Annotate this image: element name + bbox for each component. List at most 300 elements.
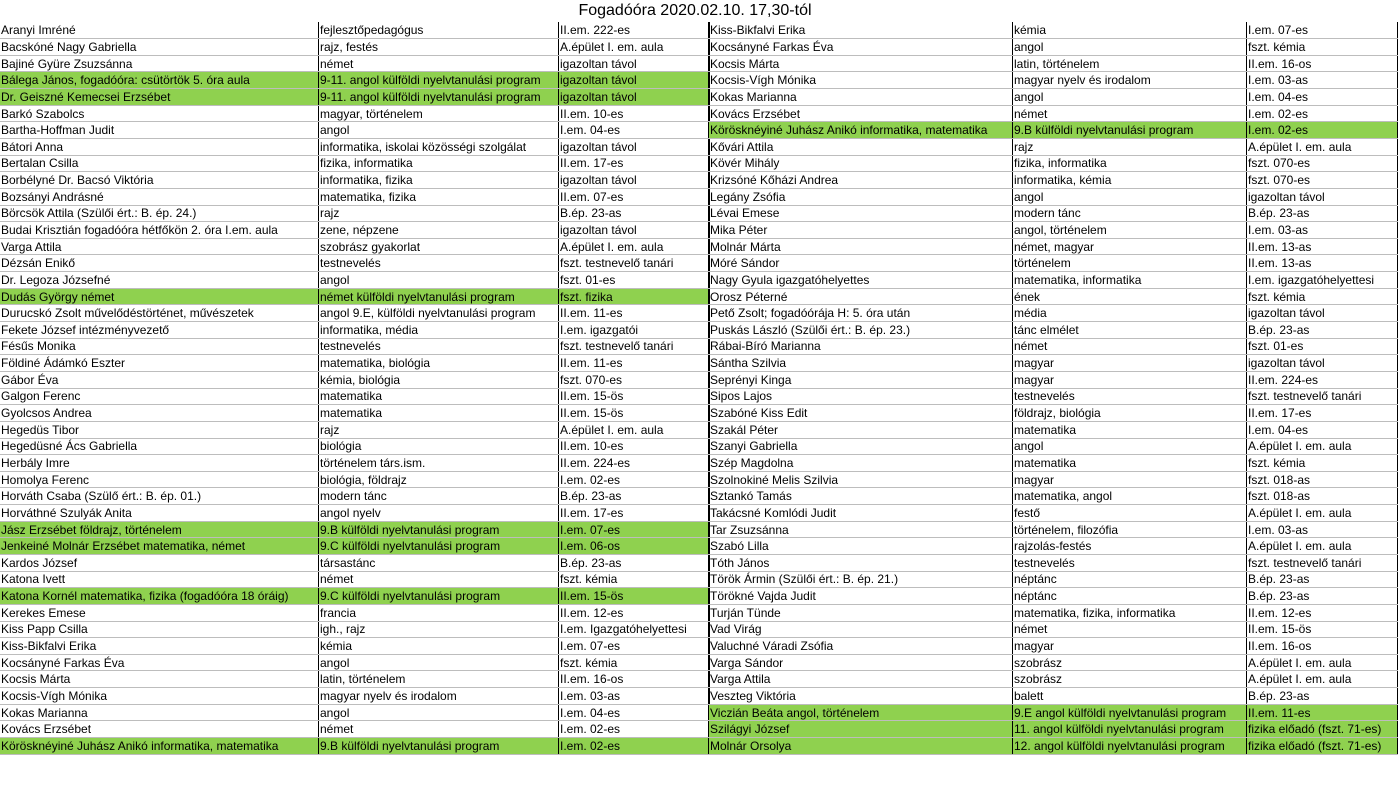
table-row <box>0 288 709 305</box>
subject-cell: 9-11. angol külföldi nyelvtanulási program <box>319 72 559 89</box>
subject-cell: magyar, történelem <box>319 105 559 122</box>
room-cell: II.em. 17-es <box>559 505 710 522</box>
table-row <box>0 272 709 289</box>
room-cell: II.em. 15-ös <box>1247 621 1398 638</box>
room-cell: igazoltan távol <box>559 172 710 189</box>
subject-cell: angol <box>1013 188 1247 205</box>
table-row <box>709 222 1398 239</box>
teacher-name-cell: Mika Péter <box>709 222 1013 239</box>
room-cell: I.em. igazgatói <box>559 322 710 339</box>
room-cell: A.épület I. em. aula <box>1247 438 1398 455</box>
room-cell: fszt. kémia <box>1247 288 1398 305</box>
teacher-name-cell: Kocsányné Farkas Éva <box>0 654 319 671</box>
teacher-name-cell: Szabóné Kiss Edit <box>709 405 1013 422</box>
teacher-name-cell: Tóth János <box>709 555 1013 572</box>
room-cell: igazoltan távol <box>559 72 710 89</box>
teacher-name-cell: Dr. Geiszné Kemecsei Erzsébet <box>0 89 319 106</box>
teacher-name-cell: Puskás László (Szülői ért.: B. ép. 23.) <box>709 322 1013 339</box>
subject-cell: történelem, filozófia <box>1013 521 1247 538</box>
table-row <box>0 555 709 572</box>
teacher-name-cell: Kiss-Bikfalvi Erika <box>0 638 319 655</box>
table-row <box>0 654 709 671</box>
room-cell: II.em. 17-es <box>1247 405 1398 422</box>
teacher-name-cell: Jász Erzsébet földrajz, történelem <box>0 521 319 538</box>
table-row <box>0 305 709 322</box>
teacher-name-cell: Barkó Szabolcs <box>0 105 319 122</box>
teacher-name-cell: Kocsis Márta <box>0 671 319 688</box>
teacher-name-cell: Varga Attila <box>0 238 319 255</box>
room-cell: fszt. 01-es <box>1247 338 1398 355</box>
table-row <box>709 338 1398 355</box>
room-cell: fszt. testnevelő tanári <box>1247 555 1398 572</box>
teacher-name-cell: Bálega János, fogadóóra: csütörtök 5. óra aula <box>0 72 319 89</box>
teacher-name-cell: Gábor Éva <box>0 371 319 388</box>
room-cell: I.em. 07-es <box>1247 22 1398 39</box>
subject-cell: rajz, festés <box>319 39 559 56</box>
table-row <box>709 322 1398 339</box>
table-row <box>709 105 1398 122</box>
room-cell: I.em. igazgatóhelyettesi <box>1247 272 1398 289</box>
room-cell: I.em. 03-as <box>1247 222 1398 239</box>
subject-cell: magyar <box>1013 371 1247 388</box>
room-cell: II.em. 15-ös <box>559 588 710 605</box>
page-title: Fogadóóra 2020.02.10. 17,30-tól <box>578 2 812 19</box>
teacher-name-cell: Hegedüs Tibor <box>0 421 319 438</box>
room-cell: II.em. 12-es <box>559 604 710 621</box>
subject-cell: történelem társ.ism. <box>319 455 559 472</box>
subject-cell: angol <box>1013 438 1247 455</box>
room-cell: II.em. 11-es <box>1247 704 1398 721</box>
table-row <box>709 521 1398 538</box>
subject-cell: rajzolás-festés <box>1013 538 1247 555</box>
table-row <box>709 371 1398 388</box>
table-row <box>709 571 1398 588</box>
subject-cell: igh., rajz <box>319 621 559 638</box>
table-row <box>709 172 1398 189</box>
teacher-name-cell: Kocsis-Vígh Mónika <box>709 72 1013 89</box>
teacher-name-cell: Vad Virág <box>709 621 1013 638</box>
teacher-name-cell: Kiss Papp Csilla <box>0 621 319 638</box>
subject-cell: ének <box>1013 288 1247 305</box>
room-cell: B.ép. 23-as <box>1247 205 1398 222</box>
room-cell: I.em. 03-as <box>1247 72 1398 89</box>
room-cell: II.em. 07-es <box>559 188 710 205</box>
table-row <box>0 238 709 255</box>
subject-cell: magyar nyelv és irodalom <box>319 688 559 705</box>
table-row <box>709 272 1398 289</box>
teacher-name-cell: Szabó Lilla <box>709 538 1013 555</box>
table-row <box>709 621 1398 638</box>
subject-cell: testnevelés <box>1013 388 1247 405</box>
teacher-name-cell: Krizsóné Kőházi Andrea <box>709 172 1013 189</box>
table-row <box>0 205 709 222</box>
teacher-name-cell: Molnár Márta <box>709 238 1013 255</box>
subject-cell: rajz <box>319 421 559 438</box>
room-cell: fszt. testnevelő tanári <box>1247 388 1398 405</box>
subject-cell: társastánc <box>319 555 559 572</box>
table-row <box>0 255 709 272</box>
table-row <box>0 222 709 239</box>
subject-cell: fizika, informatika <box>319 155 559 172</box>
teacher-name-cell: Orosz Péterné <box>709 288 1013 305</box>
subject-cell: balett <box>1013 688 1247 705</box>
room-cell: I.em. 02-es <box>1247 122 1398 139</box>
table-row <box>709 138 1398 155</box>
teacher-name-cell: Fésűs Monika <box>0 338 319 355</box>
teacher-name-cell: Bacskóné Nagy Gabriella <box>0 39 319 56</box>
table-row <box>0 338 709 355</box>
subject-cell: magyar nyelv és irodalom <box>1013 72 1247 89</box>
room-cell: A.épület I. em. aula <box>559 39 710 56</box>
table-row <box>0 355 709 372</box>
table-row <box>0 638 709 655</box>
room-cell: II.em. 13-as <box>1247 255 1398 272</box>
table-row <box>709 205 1398 222</box>
subject-cell: tánc elmélet <box>1013 322 1247 339</box>
table-row <box>709 638 1398 655</box>
teacher-name-cell: Sipos Lajos <box>709 388 1013 405</box>
room-cell: II.em. 16-os <box>559 671 710 688</box>
subject-cell: német <box>1013 621 1247 638</box>
room-cell: B.ép. 23-as <box>1247 322 1398 339</box>
subject-cell: matematika <box>319 405 559 422</box>
table-row <box>709 721 1398 738</box>
table-row <box>0 89 709 106</box>
table-row <box>709 388 1398 405</box>
room-cell: A.épület I. em. aula <box>1247 538 1398 555</box>
teacher-name-cell: Rábai-Bíró Marianna <box>709 338 1013 355</box>
teacher-name-cell: Kővári Attila <box>709 138 1013 155</box>
subject-cell: testnevelés <box>319 338 559 355</box>
table-row <box>0 405 709 422</box>
room-cell: fszt. 070-es <box>1247 155 1398 172</box>
subject-cell: 9-11. angol külföldi nyelvtanulási program <box>319 89 559 106</box>
table-row <box>709 488 1398 505</box>
table-row <box>709 238 1398 255</box>
teacher-name-cell: Dézsán Enikő <box>0 255 319 272</box>
subject-cell: szobrász <box>1013 671 1247 688</box>
teacher-name-cell: Galgon Ferenc <box>0 388 319 405</box>
room-cell: I.em. 04-es <box>1247 421 1398 438</box>
teacher-name-cell: Földiné Ádámkó Eszter <box>0 355 319 372</box>
teacher-name-cell: Tar Zsuzsánna <box>709 521 1013 538</box>
table-row <box>0 488 709 505</box>
table-row <box>709 122 1398 139</box>
table-row <box>0 39 709 56</box>
teacher-name-cell: Jenkeiné Molnár Erzsébet matematika, német <box>0 538 319 555</box>
teacher-name-cell: Bertalan Csilla <box>0 155 319 172</box>
subject-cell: angol <box>319 122 559 139</box>
room-cell: A.épület I. em. aula <box>1247 138 1398 155</box>
table-row <box>709 738 1398 755</box>
teacher-name-cell: Kardos József <box>0 555 319 572</box>
table-row <box>709 72 1398 89</box>
teacher-name-cell: Kocsányné Farkas Éva <box>709 39 1013 56</box>
subject-cell: testnevelés <box>319 255 559 272</box>
teacher-name-cell: Nagy Gyula igazgatóhelyettes <box>709 272 1013 289</box>
table-row <box>709 22 1398 39</box>
table-row <box>709 288 1398 305</box>
teacher-name-cell: Börcsök Attila (Szülői ért.: B. ép. 24.) <box>0 205 319 222</box>
room-cell: fszt. testnevelő tanári <box>559 338 710 355</box>
subject-cell: szobrász <box>1013 654 1247 671</box>
room-cell: igazoltan távol <box>1247 305 1398 322</box>
subject-cell: német, magyar <box>1013 238 1247 255</box>
teacher-name-cell: Szakál Péter <box>709 421 1013 438</box>
subject-cell: matematika, fizika, informatika <box>1013 604 1247 621</box>
table-row <box>709 405 1398 422</box>
table-row <box>0 688 709 705</box>
teacher-name-cell: Dudás György német <box>0 288 319 305</box>
room-cell: I.em. 02-es <box>559 471 710 488</box>
subject-cell: informatika, média <box>319 322 559 339</box>
subject-cell: magyar <box>1013 471 1247 488</box>
subject-cell: angol <box>319 654 559 671</box>
teacher-name-cell: Török Ármin (Szülői ért.: B. ép. 21.) <box>709 571 1013 588</box>
subject-cell: biológia, földrajz <box>319 471 559 488</box>
teacher-name-cell: Sztankó Tamás <box>709 488 1013 505</box>
table-row <box>0 55 709 72</box>
subject-cell: modern tánc <box>1013 205 1247 222</box>
subject-cell: 9.E angol külföldi nyelvtanulási program <box>1013 704 1247 721</box>
room-cell: B.ép. 23-as <box>1247 571 1398 588</box>
room-cell: fszt. kémia <box>559 571 710 588</box>
room-cell: fszt. fizika <box>559 288 710 305</box>
table-row <box>709 438 1398 455</box>
room-cell: I.em. 07-es <box>559 521 710 538</box>
subject-cell: matematika, angol <box>1013 488 1247 505</box>
table-row <box>709 471 1398 488</box>
teacher-name-cell: Kovács Erzsébet <box>0 721 319 738</box>
table-row <box>709 688 1398 705</box>
table-row <box>0 22 709 39</box>
room-cell: I.em. 03-as <box>1247 521 1398 538</box>
table-row <box>709 155 1398 172</box>
subject-cell: német <box>319 721 559 738</box>
room-cell: I.em. 02-es <box>559 721 710 738</box>
room-cell: II.em. 222-es <box>559 22 710 39</box>
subject-cell: 9.B külföldi nyelvtanulási program <box>319 738 559 755</box>
subject-cell: német külföldi nyelvtanulási program <box>319 288 559 305</box>
table-row <box>0 738 709 755</box>
room-cell: I.em. 04-es <box>1247 89 1398 106</box>
subject-cell: matematika <box>1013 421 1247 438</box>
table-row <box>0 155 709 172</box>
subject-cell: német <box>1013 338 1247 355</box>
teacher-name-cell: Budai Krisztián fogadóóra hétfőkön 2. óra I.em. aula <box>0 222 319 239</box>
subject-cell: 9.B külföldi nyelvtanulási program <box>319 521 559 538</box>
room-cell: igazoltan távol <box>559 222 710 239</box>
subject-cell: angol <box>319 272 559 289</box>
subject-cell: 9.C külföldi nyelvtanulási program <box>319 588 559 605</box>
subject-cell: zene, népzene <box>319 222 559 239</box>
teacher-name-cell: Varga Sándor <box>709 654 1013 671</box>
subject-cell: kémia <box>319 638 559 655</box>
subject-cell: angol <box>1013 89 1247 106</box>
table-row <box>709 538 1398 555</box>
table-row <box>0 571 709 588</box>
teacher-name-cell: Dr. Legoza Józsefné <box>0 272 319 289</box>
subject-cell: német <box>1013 105 1247 122</box>
table-row <box>709 421 1398 438</box>
subject-cell: fejlesztőpedagógus <box>319 22 559 39</box>
subject-cell: francia <box>319 604 559 621</box>
teacher-name-cell: Molnár Orsolya <box>709 738 1013 755</box>
table-row <box>0 704 709 721</box>
teacher-name-cell: Hegedüsné Ács Gabriella <box>0 438 319 455</box>
room-cell: A.épület I. em. aula <box>1247 505 1398 522</box>
subject-cell: festő <box>1013 505 1247 522</box>
teacher-name-cell: Törökné Vajda Judit <box>709 588 1013 605</box>
room-cell: B.ép. 23-as <box>559 205 710 222</box>
table-row <box>709 505 1398 522</box>
subject-cell: kémia, biológia <box>319 371 559 388</box>
subject-cell: rajz <box>1013 138 1247 155</box>
room-cell: igazoltan távol <box>559 55 710 72</box>
subject-cell: angol <box>319 704 559 721</box>
room-cell: igazoltan távol <box>559 138 710 155</box>
table-row <box>0 671 709 688</box>
table-row <box>0 138 709 155</box>
teacher-name-cell: Katona Kornél matematika, fizika (fogadóóra 18 óráig) <box>0 588 319 605</box>
table-row <box>0 721 709 738</box>
subject-cell: informatika, fizika <box>319 172 559 189</box>
teacher-name-cell: Homolya Ferenc <box>0 471 319 488</box>
teacher-name-cell: Szolnokiné Melis Szilvia <box>709 471 1013 488</box>
table-row <box>0 538 709 555</box>
room-cell: fszt. testnevelő tanári <box>559 255 710 272</box>
room-cell: A.épület I. em. aula <box>559 421 710 438</box>
subject-cell: testnevelés <box>1013 555 1247 572</box>
room-cell: II.em. 15-ös <box>559 405 710 422</box>
table-row <box>0 72 709 89</box>
table-row <box>0 371 709 388</box>
subject-cell: német <box>319 55 559 72</box>
teacher-name-cell: Durucskó Zsolt művelődéstörténet, művészetek <box>0 305 319 322</box>
table-row <box>0 455 709 472</box>
teacher-name-cell: Kovács Erzsébet <box>709 105 1013 122</box>
teacher-name-cell: Sántha Szilvia <box>709 355 1013 372</box>
table-row <box>0 521 709 538</box>
room-cell: igazoltan távol <box>1247 355 1398 372</box>
room-cell: fszt. 070-es <box>559 371 710 388</box>
room-cell: II.em. 15-ös <box>559 388 710 405</box>
room-cell: fszt. 018-as <box>1247 488 1398 505</box>
table-row <box>0 604 709 621</box>
subject-cell: matematika <box>1013 455 1247 472</box>
subject-cell: német <box>319 571 559 588</box>
subject-cell: fizika, informatika <box>1013 155 1247 172</box>
subject-cell: rajz <box>319 205 559 222</box>
teacher-name-cell: Kiss-Bikfalvi Erika <box>709 22 1013 39</box>
table-row <box>709 305 1398 322</box>
subject-cell: angol <box>1013 39 1247 56</box>
room-cell: II.em. 11-es <box>559 305 710 322</box>
teacher-name-cell: Aranyi Imréné <box>0 22 319 39</box>
room-cell: I.em. 02-es <box>1247 105 1398 122</box>
teacher-name-cell: Lévai Emese <box>709 205 1013 222</box>
schedule-table-right <box>708 22 1398 755</box>
subject-cell: angol, történelem <box>1013 222 1247 239</box>
subject-cell: matematika, biológia <box>319 355 559 372</box>
teacher-name-cell: Seprényi Kinga <box>709 371 1013 388</box>
subject-cell: kémia <box>1013 22 1247 39</box>
room-cell: B.ép. 23-as <box>559 488 710 505</box>
room-cell: fszt. kémia <box>1247 455 1398 472</box>
room-cell: A.épület I. em. aula <box>1247 654 1398 671</box>
teacher-name-cell: Körösknéyiné Juhász Anikó informatika, matematika <box>0 738 319 755</box>
subject-cell: történelem <box>1013 255 1247 272</box>
table-row <box>709 188 1398 205</box>
subject-cell: matematika, fizika <box>319 188 559 205</box>
subject-cell: latin, történelem <box>319 671 559 688</box>
room-cell: II.em. 11-es <box>559 355 710 372</box>
teacher-name-cell: Móré Sándor <box>709 255 1013 272</box>
teacher-name-cell: Bartha-Hoffman Judit <box>0 122 319 139</box>
room-cell: B.ép. 23-as <box>559 555 710 572</box>
table-row <box>0 588 709 605</box>
room-cell: fszt. 070-es <box>1247 172 1398 189</box>
table-row <box>709 55 1398 72</box>
table-row <box>0 322 709 339</box>
teacher-name-cell: Kokas Marianna <box>709 89 1013 106</box>
room-cell: II.em. 224-es <box>1247 371 1398 388</box>
teacher-name-cell: Kocsis-Vígh Mónika <box>0 688 319 705</box>
subject-cell: média <box>1013 305 1247 322</box>
room-cell: I.em. 04-es <box>559 704 710 721</box>
teacher-name-cell: Szép Magdolna <box>709 455 1013 472</box>
room-cell: I.em. 04-es <box>559 122 710 139</box>
table-row <box>709 654 1398 671</box>
room-cell: fszt. 01-es <box>559 272 710 289</box>
table-row <box>0 105 709 122</box>
teacher-name-cell: Herbály Imre <box>0 455 319 472</box>
subject-cell: magyar <box>1013 355 1247 372</box>
teacher-name-cell: Szilágyi József <box>709 721 1013 738</box>
room-cell: II.em. 17-es <box>559 155 710 172</box>
table-row <box>0 122 709 139</box>
table-row <box>709 39 1398 56</box>
table-row <box>0 621 709 638</box>
room-cell: II.em. 13-as <box>1247 238 1398 255</box>
table-row <box>0 172 709 189</box>
teacher-name-cell: Valuchné Váradi Zsófia <box>709 638 1013 655</box>
room-cell: fizika előadó (fszt. 71-es) <box>1247 738 1398 755</box>
subject-cell: 9.C külföldi nyelvtanulási program <box>319 538 559 555</box>
room-cell: II.em. 10-es <box>559 438 710 455</box>
subject-cell: 12. angol külföldi nyelvtanulási program <box>1013 738 1247 755</box>
teacher-name-cell: Bátori Anna <box>0 138 319 155</box>
subject-cell: angol nyelv <box>319 505 559 522</box>
subject-cell: informatika, kémia <box>1013 172 1247 189</box>
room-cell: fszt. 018-as <box>1247 471 1398 488</box>
teacher-name-cell: Varga Attila <box>709 671 1013 688</box>
subject-cell: néptánc <box>1013 571 1247 588</box>
room-cell: igazoltan távol <box>559 89 710 106</box>
table-row <box>0 188 709 205</box>
subject-cell: 11. angol külföldi nyelvtanulási program <box>1013 721 1247 738</box>
table-row <box>709 255 1398 272</box>
room-cell: I.em. 02-es <box>559 738 710 755</box>
teacher-name-cell: Kerekes Emese <box>0 604 319 621</box>
room-cell: I.em. 06-os <box>559 538 710 555</box>
table-row <box>709 604 1398 621</box>
room-cell: fszt. kémia <box>1247 39 1398 56</box>
room-cell: A.épület I. em. aula <box>559 238 710 255</box>
room-cell: II.em. 12-es <box>1247 604 1398 621</box>
table-row <box>0 388 709 405</box>
room-cell: I.em. Igazgatóhelyettesi <box>559 621 710 638</box>
